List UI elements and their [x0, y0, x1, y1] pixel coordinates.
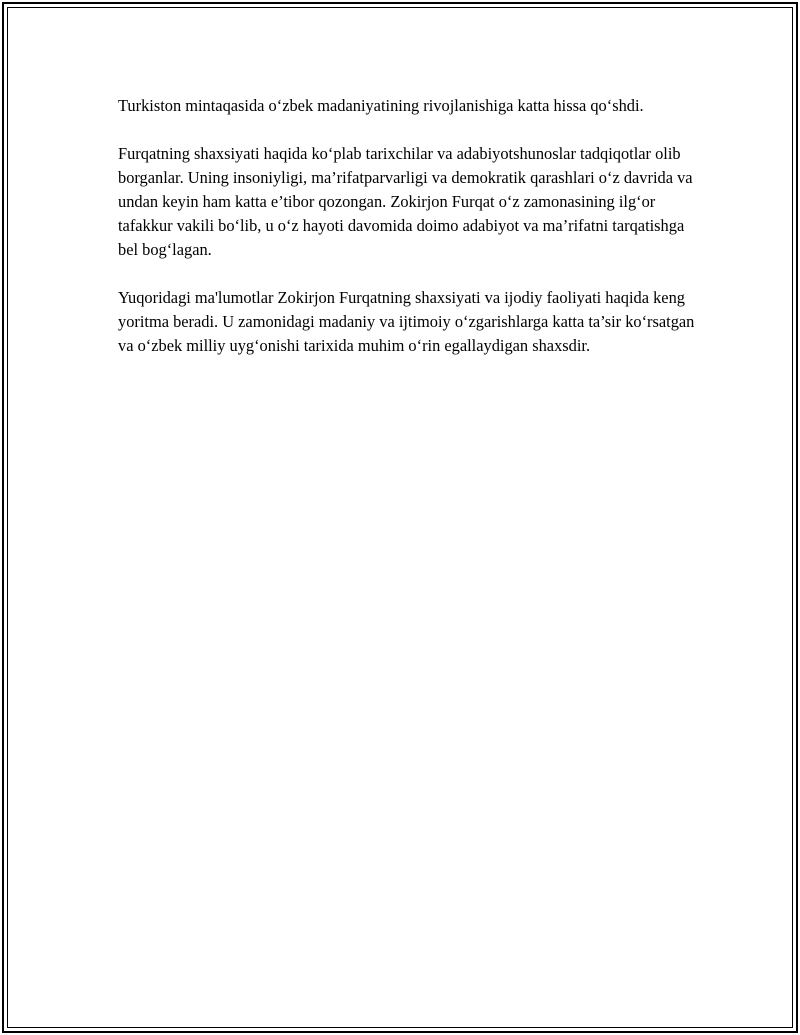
paragraph-1: Turkiston mintaqasida o‘zbek madaniyatining rivojlanishiga katta hissa qo‘shdi. — [118, 96, 644, 115]
document-body — [118, 94, 698, 382]
paragraph-3: Yuqoridagi ma'lumotlar Zokirjon Furqatning shaxsiyati va ijodiy faoliyati haqida keng yoritma beradi. U zamonidagi madaniy va ijtimoiy o‘zgarishlarga katta ta’sir ko‘rsatgan va o‘zbek milliy uyg‘onishi tarixida muhim o‘rin egallaydigan shaxsdir. — [118, 288, 695, 355]
paragraph-2: Furqatning shaxsiyati haqida ko‘plab tarixchilar va adabiyotshunoslar tadqiqotlar olib borganlar. Uning insoniyligi, ma’rifatparvarligi va demokratik qarashlari o‘z davrida va undan keyin ham katta e’tibor qozongan. Zokirjon Furqat o‘z zamonasining ilg‘or tafakkur vakili bo‘lib, u o‘z hayoti davomida doimo adabiyot va ma’rifatni tarqatishga bel bog‘lagan. — [118, 144, 693, 259]
